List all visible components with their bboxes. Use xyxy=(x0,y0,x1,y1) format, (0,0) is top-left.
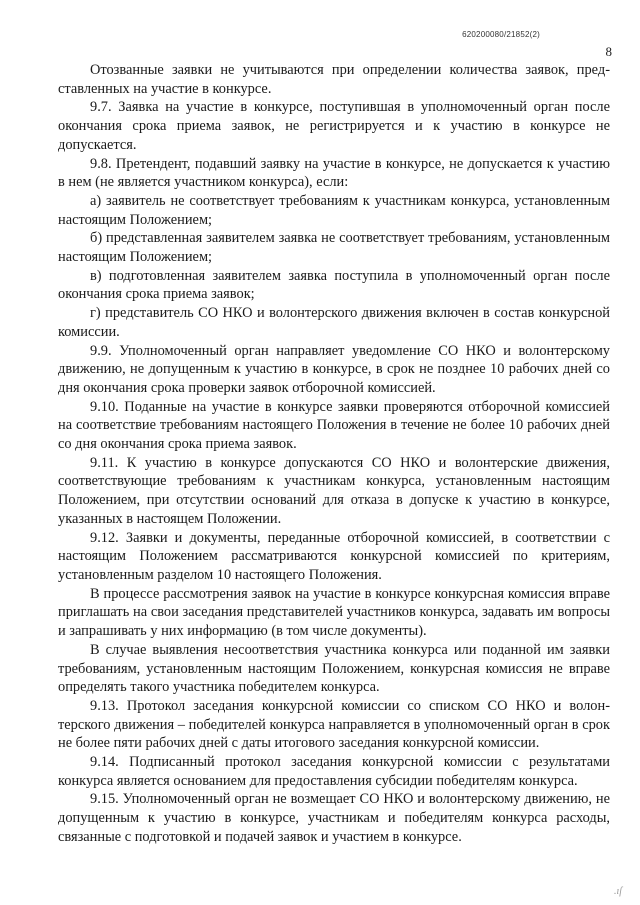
paragraph-9-15: 9.15. Уполномоченный орган не возмещает СО НКО и волонтерскому движению, не допущенным к участию в конкурсе, участникам и победителям конкурса расходы, связанные с подготовкой и подачей заявок и участием в конкурсе. xyxy=(58,791,610,845)
document-id: 620200080/21852(2) xyxy=(462,30,540,39)
paragraph-withdrawn-applications: Отозванные заявки не учитываются при определении количества заявок, представленных на участие в конкурсе. xyxy=(58,62,610,97)
paragraph-9-13: 9.13. Протокол заседания конкурсной комиссии со списком СО НКО и волонтерского движения – победителей конкурса направляется в уполномоченный орган в срок не более пяти рабочих дней с даты итогового заседания конкурсной комиссии. xyxy=(58,697,610,752)
list-item-a: а) заявитель не соответствует требованиям к участникам конкурса, установленным настоящим Положением; xyxy=(58,192,610,228)
paragraph-9-14: 9.14. Подписанный протокол заседания конкурсной комиссии с результатами конкурса является основанием для предоставления субсидии победителям конкурса. xyxy=(58,754,610,789)
list-item-g: г) представитель СО НКО и волонтерского движения включен в состав конкурсной комиссии. xyxy=(58,305,610,340)
paragraph-9-7: 9.7. Заявка на участие в конкурсе, поступившая в уполномоченный орган после окончания срока приема заявок, не регистрируется и к участию в конкурсе не допускается. xyxy=(58,99,610,153)
paragraph-9-12: 9.12. Заявки и документы, переданные отборочной комиссией, в соответствии с настоящим Положением рассматриваются конкурсной комиссией по критериям, установленным разделом 10 настоящего Положения. xyxy=(58,529,610,583)
list-item-v: в) подготовленная заявителем заявка поступила в уполномоченный орган после окончания срока приема заявок; xyxy=(58,267,610,303)
page-number: 8 xyxy=(605,44,612,59)
document-body xyxy=(58,61,610,847)
paragraph-9-8: 9.8. Претендент, подавший заявку на участие в конкурсе, не допускается к участию в нем (не является участником конкурса), если: xyxy=(58,155,610,191)
paragraph-nonconformity: В случае выявления несоответствия участника конкурса или поданной им заявки требованиям, установленным настоящим Положением, конкурсная комиссия не вправе определять такого участника победителем конкурса. xyxy=(58,641,610,696)
list-item-b: б) представленная заявителем заявка не соответствует требованиям, установленным настоящим Положением; xyxy=(58,230,610,266)
paragraph-9-11: 9.11. К участию в конкурсе допускаются СО НКО и волонтерские движения, соответствующие требованиям к участникам конкурса, установленным настоящим Положением, при отсутствии оснований для отказа в допуске к участию в конкурсе, указанных в настоящем Положении. xyxy=(58,454,610,527)
paragraph-9-9: 9.9. Уполномоченный орган направляет уведомление СО НКО и волонтерскому движению, не допущенным к участию в конкурсе, в срок не позднее 10 рабочих дней со дня окончания срока проверки заявок отборочной комиссией. xyxy=(58,342,610,396)
paragraph-9-10: 9.10. Поданные на участие в конкурсе заявки проверяются отборочной комиссией на соответствие требованиям настоящего Положения в течение не более 10 рабочих дней со дня окончания срока приема заявок. xyxy=(58,398,610,453)
paragraph-review-process: В процессе рассмотрения заявок на участие в конкурсе конкурсная комиссия вправе приглашать на свои заседания представителей участников конкурса, задавать им вопросы и запрашивать у них информацию (в том числе документы). xyxy=(58,585,610,640)
scan-corner-mark: .ıſ xyxy=(613,886,622,897)
